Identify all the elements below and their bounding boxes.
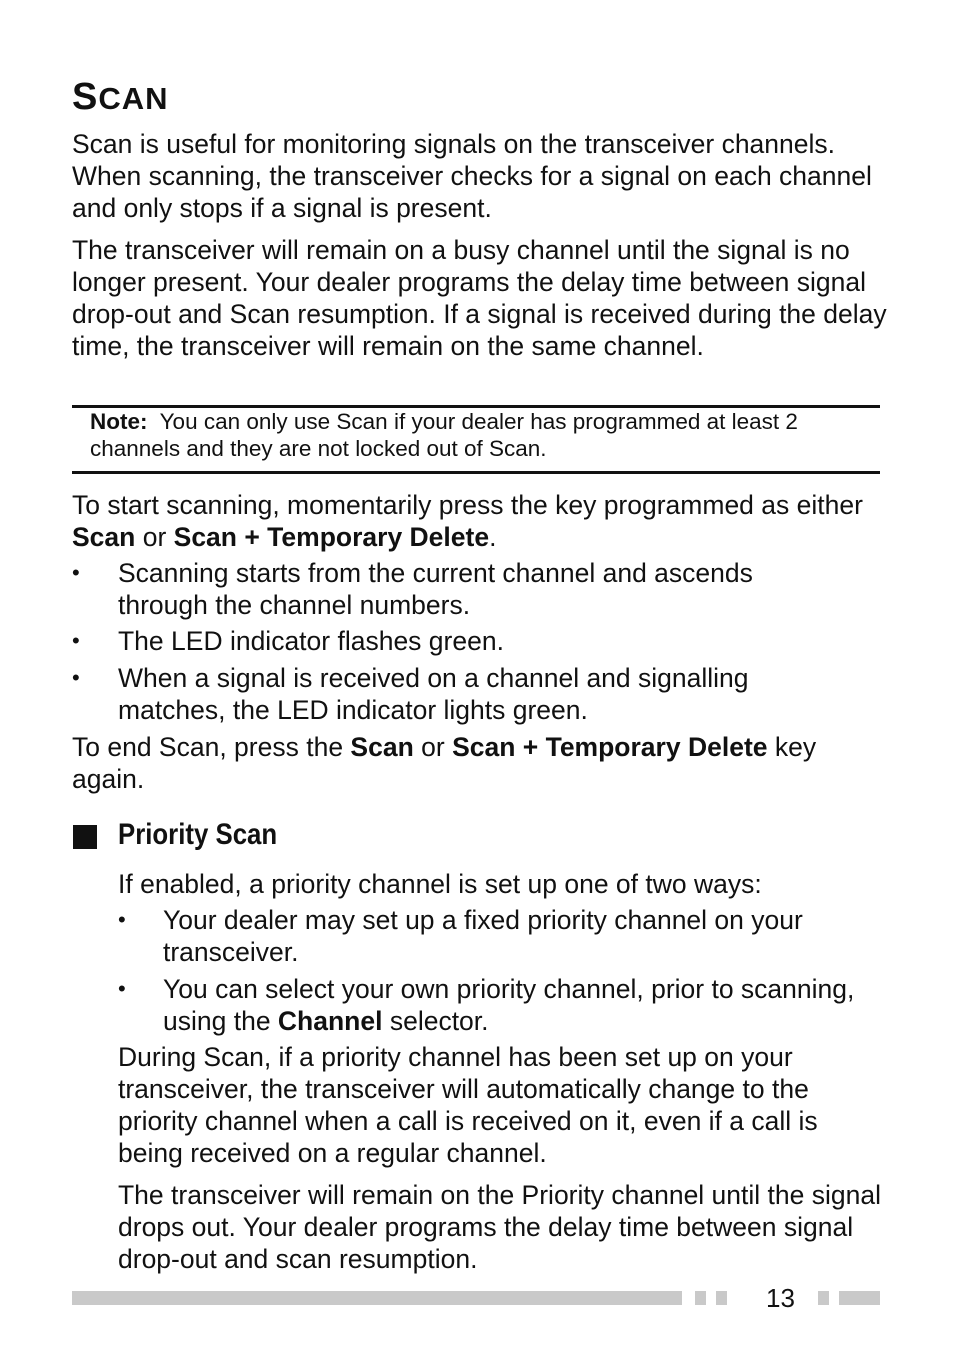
- note-label: Note:: [90, 409, 148, 434]
- list-item: Scanning starts from the current channel and ascends through the channel numbers.: [118, 558, 753, 620]
- footer-block: [695, 1291, 706, 1305]
- footer-bar-left: [72, 1291, 682, 1305]
- list-item: When a signal is received on a channel and signalling matches, the LED indicator lights green.: [118, 663, 749, 725]
- list-item: The LED indicator flashes green.: [118, 626, 504, 656]
- bullet-dot: •: [72, 665, 80, 690]
- priority-paragraph-1: During Scan, if a priority channel has been set up on your transceiver, the transceiver will automatically change to the priority channel when a call is received on it, even if a call is being received on a regular channel.: [118, 1042, 818, 1168]
- footer-block: [818, 1291, 829, 1305]
- bullet-dot: •: [118, 976, 126, 1001]
- footer-bar-right: [839, 1291, 880, 1305]
- intro-paragraph-2: The transceiver will remain on a busy channel until the signal is no longer present. Your dealer programs the delay time between signal drop-out and Scan resumption. If a signal is received during the delay time, the transceiver will remain on the same channel.: [72, 235, 887, 361]
- list-item: Your dealer may set up a fixed priority channel on your transceiver.: [163, 905, 803, 967]
- bullet-dot: •: [118, 907, 126, 932]
- bullet-dot: •: [72, 560, 80, 585]
- intro-paragraph-1: Scan is useful for monitoring signals on the transceiver channels. When scanning, the transceiver checks for a signal on each channel and only stops if a signal is present.: [72, 129, 872, 223]
- end-scan-instructions: To end Scan, press the Scan or Scan + Temporary Delete key again.: [72, 732, 817, 794]
- list-item: You can select your own priority channel, prior to scanning, using the Channel selector.: [163, 974, 855, 1036]
- priority-paragraph-2: The transceiver will remain on the Priority channel until the signal drops out. Your dealer programs the delay time between signal drop-out and scan resumption.: [118, 1180, 881, 1274]
- priority-scan-heading: Priority Scan: [118, 818, 278, 851]
- section-title: SCAN: [72, 76, 169, 118]
- priority-intro: If enabled, a priority channel is set up one of two ways:: [118, 869, 762, 899]
- page-number: 13: [766, 1283, 795, 1313]
- bullet-dot: •: [72, 628, 80, 653]
- note: [90, 408, 870, 462]
- start-instructions: To start scanning, momentarily press the key programmed as either Scan or Scan + Temporary Delete.: [72, 490, 863, 552]
- footer-block: [716, 1291, 727, 1305]
- square-bullet-icon: [73, 825, 97, 849]
- note-text: You can only use Scan if your dealer has programmed at least 2 channels and they are not locked out of Scan.: [90, 409, 798, 461]
